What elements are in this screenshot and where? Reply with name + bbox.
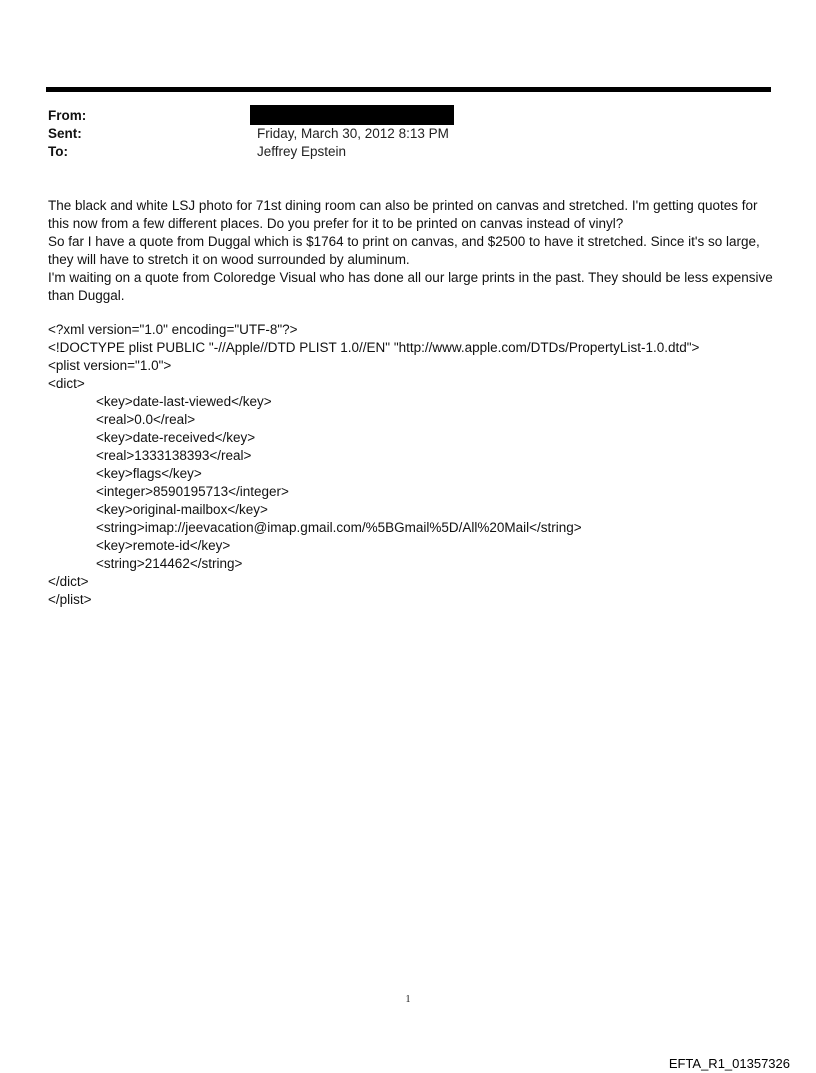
to-label: To: — [48, 144, 68, 159]
xml-line: <key>date-received</key> — [96, 430, 256, 445]
xml-line: <integer>8590195713</integer> — [96, 484, 289, 499]
xml-line: <key>original-mailbox</key> — [96, 502, 268, 517]
xml-line: <?xml version="1.0" encoding="UTF-8"?> — [48, 322, 298, 337]
to-value: Jeffrey Epstein — [257, 144, 347, 159]
header-rule — [46, 87, 771, 92]
email-body — [48, 197, 773, 305]
xml-line: <real>1333138393</real> — [96, 448, 252, 463]
bates-number: EFTA_R1_01357326 — [668, 1056, 790, 1071]
from-row — [48, 107, 768, 125]
sent-label: Sent: — [48, 126, 82, 141]
email-header — [48, 107, 768, 161]
from-label: From: — [48, 108, 87, 123]
xml-line: <key>date-last-viewed</key> — [96, 394, 272, 409]
xml-line: </dict> — [48, 574, 89, 589]
body-paragraph: I'm waiting on a quote from Coloredge Visual who has done all our large prints in the past. They should be less expensive than Duggal. — [48, 270, 773, 303]
body-paragraph: The black and white LSJ photo for 71st dining room can also be printed on canvas and stretched. I'm getting quotes for this now from a few different places. Do you prefer for it to be printed on canvas instead of vinyl? — [48, 198, 758, 231]
sent-value: Friday, March 30, 2012 8:13 PM — [257, 126, 449, 141]
xml-line: <dict> — [48, 376, 85, 391]
body-paragraph: So far I have a quote from Duggal which is $1764 to print on canvas, and $2500 to have it stretched. Since it's so large, they will have to stretch it on wood surrounded by aluminum. — [48, 234, 760, 267]
plist-metadata — [48, 321, 773, 609]
xml-line: <key>remote-id</key> — [96, 538, 231, 553]
xml-line: <string>214462</string> — [96, 556, 243, 571]
xml-line: <key>flags</key> — [96, 466, 202, 481]
xml-line: <string>imap://jeevacation@imap.gmail.com/%5BGmail%5D/All%20Mail</string> — [96, 520, 582, 535]
to-row — [48, 143, 768, 161]
sent-row — [48, 125, 768, 143]
xml-line: </plist> — [48, 592, 92, 607]
page-number: 1 — [405, 994, 411, 1005]
xml-line: <plist version="1.0"> — [48, 358, 172, 373]
xml-line: <!DOCTYPE plist PUBLIC "-//Apple//DTD PLIST 1.0//EN" "http://www.apple.com/DTDs/PropertyList-1.0.dtd"> — [48, 340, 700, 355]
xml-line: <real>0.0</real> — [96, 412, 196, 427]
